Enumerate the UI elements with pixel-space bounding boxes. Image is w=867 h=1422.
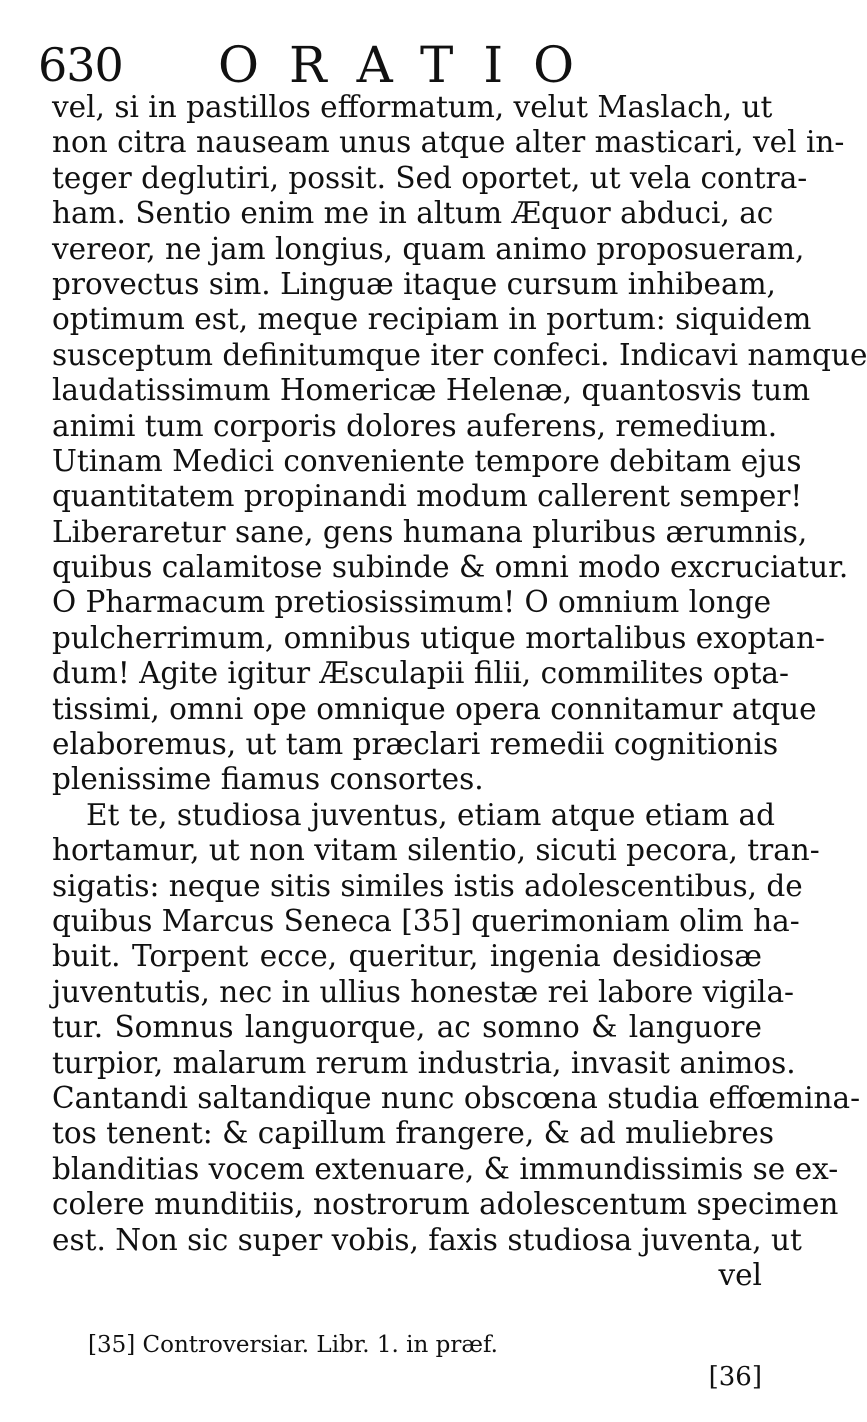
text-line: provectus sim. Linguæ itaque cursum inhibeam, xyxy=(52,266,776,301)
text-line: juventutis, nec in ullius honestæ rei labore vigila- xyxy=(52,974,794,1009)
text-line: susceptum definitumque iter confeci. Indicavi namque xyxy=(52,337,867,372)
text-line: Et te, studiosa juventus, etiam atque etiam ad xyxy=(86,797,776,832)
text-line: vel, si in pastillos efformatum, velut Maslach, ut xyxy=(52,90,773,124)
text-line: plenissime fiamus consortes. xyxy=(52,762,484,797)
text-line: hortamur, ut non vitam silentio, sicuti pecora, tran- xyxy=(52,833,820,868)
text-line: Cantandi saltandique nunc obscœna studia effœmina- xyxy=(52,1080,861,1115)
text-line: turpior, malarum rerum industria, invasit animos. xyxy=(52,1045,796,1080)
text-line: dum! Agite igitur Æsculapii filii, commilites opta- xyxy=(52,656,789,691)
text-line: elaboremus, ut tam præclari remedii cognitionis xyxy=(52,727,779,762)
text-line: Liberaretur sane, gens humana pluribus ærumnis, xyxy=(52,514,808,549)
text-line: animi tum corporis dolores auferens, remedium. xyxy=(52,408,778,443)
text-line: quibus calamitose subinde & omni modo excruciatur. xyxy=(52,550,849,585)
text-line: optimum est, meque recipiam in portum: siquidem xyxy=(52,302,812,337)
text-line: quantitatem propinandi modum callerent semper! xyxy=(52,479,803,514)
text-line: quibus Marcus Seneca [35] querimoniam olim ha- xyxy=(52,903,800,938)
page-number: 630 xyxy=(38,38,123,92)
text-line: O Pharmacum pretiosissimum! O omnium longe xyxy=(52,585,772,620)
catchword: [36] xyxy=(708,1362,762,1392)
text-line: tur. Somnus languorque, ac somno & languore xyxy=(52,1010,762,1045)
text-line: est. Non sic super vobis, faxis studiosa juventa, ut xyxy=(52,1222,802,1257)
text-line: ham. Sentio enim me in altum Æquor abduci, ac xyxy=(52,196,774,231)
text-line: Utinam Medici conveniente tempore debitam ejus xyxy=(52,443,802,478)
text-line: laudatissimum Homericæ Helenæ, quantosvis tum xyxy=(52,373,811,408)
text-line: non citra nauseam unus atque alter masticari, vel in- xyxy=(52,125,845,160)
running-title: ORATIO xyxy=(218,36,605,94)
text-line: colere munditiis, nostrorum adolescentum specimen xyxy=(52,1187,839,1222)
text-body xyxy=(52,90,867,1293)
text-line: buit. Torpent ecce, queritur, ingenia desidiosæ xyxy=(52,939,762,974)
text-line: sigatis: neque sitis similes istis adolescentibus, de xyxy=(52,868,803,903)
text-line: pulcherrimum, omnibus utique mortalibus exoptan- xyxy=(52,620,825,655)
footnote: [35] Controversiar. Libr. 1. in præf. xyxy=(88,1332,498,1358)
text-line: tissimi, omni ope omnique opera connitamur atque xyxy=(52,691,817,726)
text-line: tos tenent: & capillum frangere, & ad muliebres xyxy=(52,1116,774,1151)
text-line: blanditias vocem extenuare, & immundissimis se ex- xyxy=(52,1151,839,1186)
text-line: vel xyxy=(718,1257,762,1292)
text-line: vereor, ne jam longius, quam animo proposueram, xyxy=(52,231,805,266)
text-line: teger deglutiri, possit. Sed oportet, ut vela contra- xyxy=(52,160,808,195)
